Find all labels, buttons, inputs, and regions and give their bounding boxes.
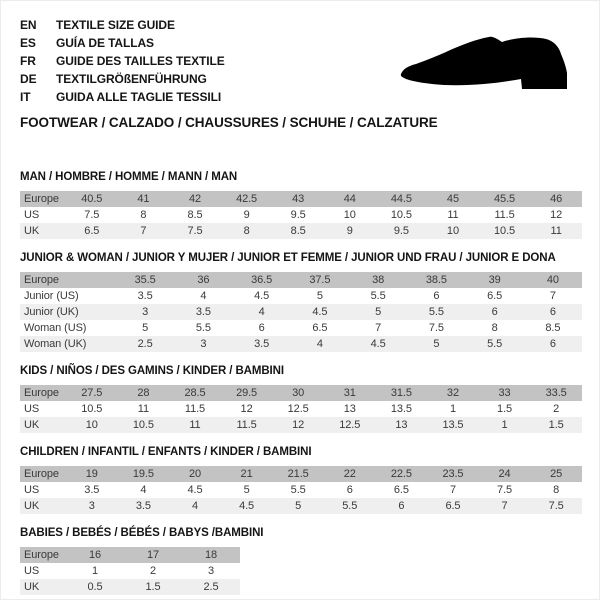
row-label: Europe [24, 274, 59, 286]
size-value: 27.5 [81, 387, 103, 399]
category-title: FOOTWEAR / CALZADO / CHAUSSURES / SCHUHE / CALZATURE [20, 115, 438, 130]
size-value: 3.5 [135, 500, 151, 512]
size-value: 9 [243, 209, 250, 221]
size-value: 31.5 [390, 387, 412, 399]
size-value: 8 [140, 209, 147, 221]
size-value: 10.5 [494, 225, 516, 237]
size-value: 9.5 [393, 225, 409, 237]
size-value: 13 [395, 419, 408, 431]
size-value: 28.5 [184, 387, 206, 399]
size-table [20, 547, 240, 595]
size-value: 12.5 [339, 419, 361, 431]
size-table-section [20, 446, 582, 514]
size-value: 4 [316, 338, 323, 350]
size-table [20, 272, 582, 352]
size-value: 43 [292, 193, 305, 205]
size-value: 7.5 [428, 322, 444, 334]
size-value: 5 [316, 290, 323, 302]
size-row [20, 288, 582, 304]
size-value: 3 [88, 500, 95, 512]
size-value: 1.5 [497, 403, 513, 415]
size-value: 12 [292, 419, 305, 431]
row-label: Europe [24, 387, 59, 399]
language-label: TEXTILGRÖßENFÜHRUNG [56, 72, 207, 86]
size-value: 5 [433, 338, 440, 350]
size-row [20, 223, 582, 239]
size-row [20, 563, 240, 579]
size-table-title: BABIES / BEBÉS / BÉBÉS / BABYS /BAMBINI [20, 527, 264, 539]
size-value: 11.5 [184, 403, 206, 415]
row-label: UK [24, 500, 40, 512]
size-value: 5.5 [370, 290, 386, 302]
size-value: 1.5 [548, 419, 564, 431]
size-value: 7.5 [497, 484, 513, 496]
size-value: 32 [446, 387, 459, 399]
size-row [20, 320, 582, 336]
size-value: 8.5 [545, 322, 561, 334]
size-value: 46 [550, 193, 563, 205]
size-value: 6.5 [84, 225, 100, 237]
size-value: 7 [375, 322, 382, 334]
size-value: 11 [137, 403, 149, 415]
size-value: 42.5 [236, 193, 258, 205]
size-row [20, 336, 582, 352]
size-value: 1 [501, 419, 508, 431]
size-value: 5.5 [342, 500, 358, 512]
size-value: 12 [240, 403, 253, 415]
size-value: 13.5 [442, 419, 464, 431]
row-label: Europe [24, 549, 59, 561]
size-row [20, 191, 582, 207]
size-row [20, 385, 582, 401]
size-value: 11 [550, 225, 562, 237]
size-value: 3.5 [137, 290, 153, 302]
size-value: 11.5 [494, 209, 515, 221]
size-value: 10.5 [81, 403, 103, 415]
row-label: Junior (US) [24, 290, 79, 302]
size-value: 3 [142, 306, 149, 318]
size-row [20, 579, 240, 595]
size-table [20, 466, 582, 514]
size-value: 40 [546, 274, 559, 286]
size-value: 6 [258, 322, 265, 334]
size-value: 16 [88, 549, 102, 561]
language-code: EN [20, 18, 37, 32]
size-value: 5.5 [487, 338, 503, 350]
size-row [20, 272, 582, 288]
size-value: 4.5 [187, 484, 203, 496]
size-value: 38 [372, 274, 385, 286]
size-table-title: JUNIOR & WOMAN / JUNIOR Y MUJER / JUNIOR ET FEMME / JUNIOR UND FRAU / JUNIOR E DONA [20, 252, 556, 264]
size-value: 6.5 [312, 322, 328, 334]
language-code: ES [20, 36, 36, 50]
size-value: 10 [85, 419, 98, 431]
size-value: 21.5 [287, 468, 309, 480]
size-value: 13.5 [390, 403, 412, 415]
size-value: 12 [550, 209, 563, 221]
size-table [20, 191, 582, 239]
size-value: 1 [91, 565, 99, 577]
size-value: 8.5 [187, 209, 203, 221]
size-value: 6 [398, 500, 405, 512]
size-value: 37.5 [309, 274, 331, 286]
size-value: 6 [433, 290, 440, 302]
size-value: 22.5 [390, 468, 412, 480]
size-value: 7 [140, 225, 147, 237]
size-value: 6 [491, 306, 498, 318]
size-row [20, 207, 582, 223]
size-value: 6.5 [487, 290, 503, 302]
size-value: 3.5 [195, 306, 211, 318]
size-value: 19.5 [132, 468, 154, 480]
size-value: 4.5 [239, 500, 255, 512]
row-label: US [24, 565, 40, 577]
size-value: 5 [295, 500, 302, 512]
size-value: 4.5 [254, 290, 270, 302]
size-value: 29.5 [236, 387, 258, 399]
language-code: DE [20, 72, 37, 86]
size-row [20, 401, 582, 417]
size-value: 11 [189, 419, 201, 431]
size-value: 21 [240, 468, 253, 480]
size-value: 4 [258, 306, 265, 318]
size-value: 13 [343, 403, 356, 415]
size-value: 3.5 [84, 484, 100, 496]
row-label: Junior (UK) [24, 306, 79, 318]
size-value: 30 [292, 387, 305, 399]
size-value: 33 [498, 387, 511, 399]
size-value: 18 [204, 549, 218, 561]
size-value: 36 [197, 274, 210, 286]
language-code: IT [20, 90, 31, 104]
size-row [20, 304, 582, 320]
size-table-section [20, 252, 582, 352]
size-table-title: CHILDREN / INFANTIL / ENFANTS / KINDER / BAMBINI [20, 446, 312, 458]
row-label: Europe [24, 468, 59, 480]
size-value: 1.5 [145, 581, 161, 593]
size-value: 6 [346, 484, 353, 496]
size-value: 25 [550, 468, 563, 480]
size-value: 2.5 [203, 581, 219, 593]
row-label: Woman (UK) [24, 338, 87, 350]
size-value: 10.5 [390, 209, 412, 221]
size-value: 7 [449, 484, 456, 496]
size-value: 11.5 [236, 419, 257, 431]
size-value: 45 [446, 193, 459, 205]
row-label: Woman (US) [24, 322, 87, 334]
size-value: 4.5 [312, 306, 328, 318]
size-value: 44 [343, 193, 356, 205]
size-value: 44.5 [390, 193, 412, 205]
row-label: UK [24, 225, 40, 237]
size-value: 42 [188, 193, 201, 205]
size-value: 17 [146, 549, 160, 561]
size-value: 4 [191, 500, 198, 512]
size-value: 12.5 [287, 403, 309, 415]
size-value: 2.5 [137, 338, 153, 350]
size-value: 3.5 [254, 338, 270, 350]
size-value: 5 [243, 484, 250, 496]
size-value: 45.5 [494, 193, 516, 205]
size-value: 11 [447, 209, 459, 221]
size-value: 7 [549, 290, 556, 302]
size-value: 33.5 [545, 387, 567, 399]
size-value: 2 [553, 403, 560, 415]
size-value: 5 [375, 306, 382, 318]
size-value: 4 [140, 484, 147, 496]
row-label: UK [24, 419, 40, 431]
size-table [20, 385, 582, 433]
language-label: GUÍA DE TALLAS [56, 36, 154, 50]
size-value: 6.5 [393, 484, 409, 496]
size-value: 5.5 [428, 306, 444, 318]
size-value: 5.5 [290, 484, 306, 496]
size-row [20, 498, 582, 514]
row-label: Europe [24, 193, 59, 205]
size-value: 7.5 [84, 209, 100, 221]
size-value: 22 [343, 468, 356, 480]
size-value: 28 [137, 387, 150, 399]
size-value: 3 [200, 338, 207, 350]
size-value: 9.5 [290, 209, 306, 221]
size-value: 8 [491, 322, 498, 334]
shoe-icon [399, 31, 569, 93]
size-value: 19 [85, 468, 98, 480]
size-row [20, 482, 582, 498]
row-label: US [24, 403, 40, 415]
size-table-section [20, 171, 582, 239]
size-value: 41 [137, 193, 150, 205]
size-value: 3 [207, 565, 215, 577]
size-value: 8 [553, 484, 560, 496]
size-value: 36.5 [251, 274, 273, 286]
size-value: 38.5 [425, 274, 447, 286]
size-value: 24 [498, 468, 511, 480]
size-value: 4 [200, 290, 207, 302]
row-label: US [24, 484, 40, 496]
size-value: 9 [346, 225, 353, 237]
size-value: 20 [188, 468, 201, 480]
size-value: 2 [149, 565, 157, 577]
size-value: 0.5 [87, 581, 103, 593]
size-value: 7.5 [548, 500, 564, 512]
size-value: 4.5 [370, 338, 386, 350]
size-row [20, 417, 582, 433]
size-value: 40.5 [81, 193, 103, 205]
size-row [20, 547, 240, 563]
size-table-section [20, 365, 582, 433]
size-value: 10 [343, 209, 356, 221]
size-value: 6 [549, 338, 556, 350]
size-table-title: KIDS / NIÑOS / DES GAMINS / KINDER / BAMBINI [20, 365, 284, 377]
size-value: 8.5 [290, 225, 306, 237]
size-table-section [20, 527, 582, 595]
language-code: FR [20, 54, 36, 68]
size-value: 1 [449, 403, 456, 415]
size-row [20, 466, 582, 482]
language-label: GUIDE DES TAILLES TEXTILE [56, 54, 225, 68]
size-value: 39 [488, 274, 501, 286]
size-table-title: MAN / HOMBRE / HOMME / MANN / MAN [20, 171, 238, 183]
size-value: 31 [343, 387, 356, 399]
row-label: US [24, 209, 40, 221]
size-value: 7 [501, 500, 508, 512]
size-value: 10.5 [132, 419, 154, 431]
size-tables [20, 171, 582, 595]
size-value: 10 [446, 225, 459, 237]
row-label: UK [24, 581, 40, 593]
language-label: TEXTILE SIZE GUIDE [56, 18, 175, 32]
size-value: 8 [243, 225, 250, 237]
size-value: 6 [549, 306, 556, 318]
size-value: 35.5 [134, 274, 156, 286]
language-label: GUIDA ALLE TAGLIE TESSILI [56, 90, 222, 104]
size-value: 23.5 [442, 468, 464, 480]
size-value: 6.5 [445, 500, 461, 512]
size-value: 5 [142, 322, 149, 334]
size-value: 7.5 [187, 225, 203, 237]
size-value: 5.5 [195, 322, 211, 334]
